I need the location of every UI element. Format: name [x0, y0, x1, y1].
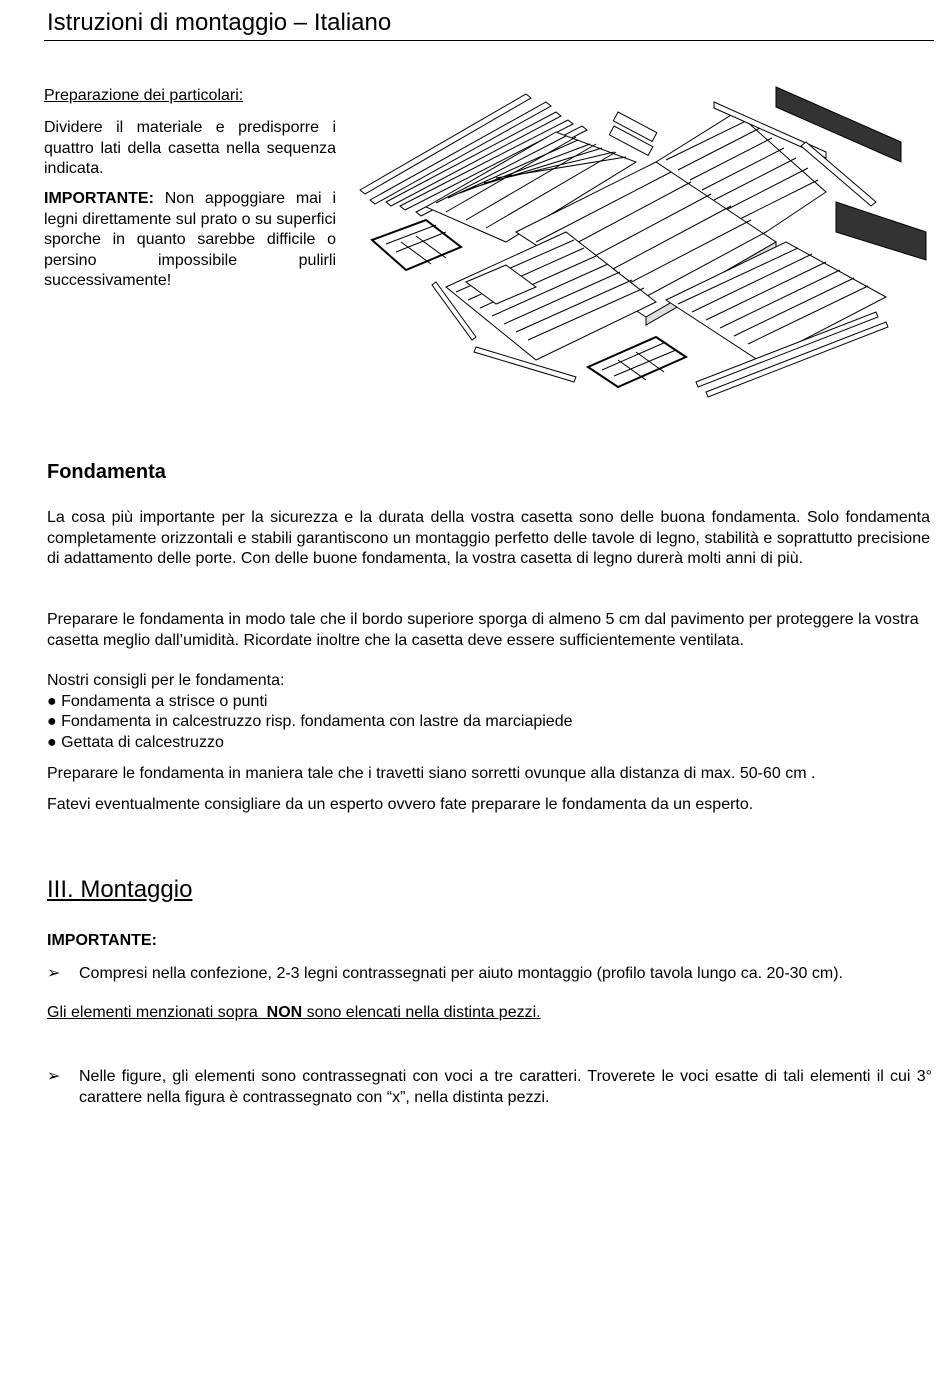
preparation-important-paragraph: [44, 189, 336, 292]
foundation-paragraph-4: Fatevi eventualmente consigliare da un esperto ovvero fate preparare le fondamenta da un esperto.: [47, 796, 754, 813]
exploded-shed-parts-illustration: [356, 82, 932, 412]
note-suffix: sono elencati nella distinta pezzi.: [302, 1004, 541, 1021]
important-label: IMPORTANTE:: [44, 190, 154, 207]
foundation-paragraph-3: Preparare le fondamenta in maniera tale che i travetti siano sorretti ovunque alla distanza di max. 50-60 cm .: [47, 765, 816, 782]
arrowhead-bullet-icon: ➢: [47, 1068, 61, 1085]
foundation-tips: [47, 671, 930, 753]
bullet-text: Compresi nella confezione, 2-3 legni contrassegnati per aiuto montaggio (profilo tavola lungo ca. 20-30 cm).: [79, 965, 843, 982]
title-divider: [44, 40, 934, 41]
note-prefix: Gli elementi menzionati sopra: [47, 1004, 267, 1021]
tips-intro: Nostri consigli per le fondamenta:: [47, 672, 285, 689]
foundation-heading: Fondamenta: [47, 461, 166, 483]
tip-item: ● Fondamenta a strisce o punti: [47, 692, 268, 710]
bullet-text: Nelle figure, gli elementi sono contrassegnati con voci a tre caratteri. Troverete le voci esatte di tali elementi il cui 3° carattere nella figura è contrassegnato con “x”, nella distinta pezzi.: [79, 1068, 932, 1106]
preparation-heading: Preparazione dei particolari:: [44, 87, 244, 104]
parts-list-note: [47, 1004, 541, 1022]
door-panel: [588, 337, 686, 387]
assembly-heading: III. Montaggio: [47, 876, 193, 903]
arrowhead-bullet-icon: ➢: [47, 965, 61, 982]
tip-item: ● Fondamenta in calcestruzzo risp. fondamenta con lastre da marciapiede: [47, 713, 573, 730]
page-title: Istruzioni di montaggio – Italiano: [47, 9, 392, 36]
important-heading: IMPORTANTE:: [47, 932, 157, 949]
preparation-paragraph: Dividere il materiale e predisporre i quattro lati della casetta nella sequenza indicata.: [44, 119, 336, 177]
important-text: Non appoggiare mai i legni direttamente sul prato o su superfici sporche in quanto sarebbe difficile o persino impossibile pulirli successivamente!: [44, 190, 336, 289]
tip-item: ● Gettata di calcestruzzo: [47, 733, 224, 751]
window-left: [372, 220, 461, 270]
note-bold: NON: [266, 1004, 303, 1021]
foundation-paragraph-2: Preparare le fondamenta in modo tale che il bordo superiore sporga di almeno 5 cm dal pavimento per proteggere la vostra casetta meglio dall’umidità. Ricordate inoltre che la casetta deve essere sufficientemente ventilata.: [47, 611, 919, 649]
foundation-paragraph-1: La cosa più importante per la sicurezza e la durata della vostra casetta sono delle buona fondamenta. Solo fondamenta completamente orizzontali e stabili garantiscono un montaggio perfetto delle tavole di legno, stabilità e soprattutto precisione di adattamento delle porte. Con delle buone fondamenta, la vostra casetta di legno durerà molti anni di più.: [47, 509, 930, 567]
roof-rolls: [609, 112, 657, 155]
